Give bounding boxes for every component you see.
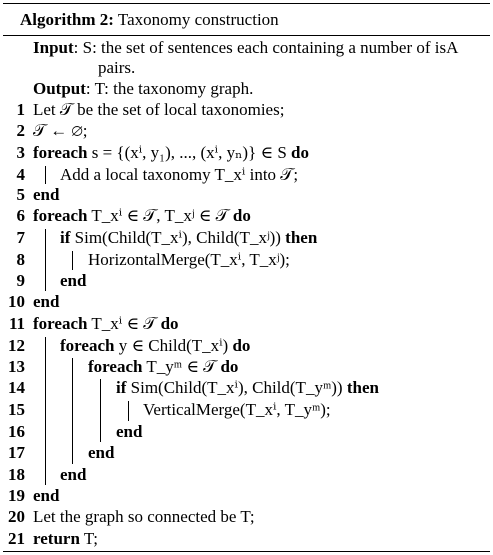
line-number: 17 [8,443,25,462]
caption-title: Taxonomy construction [117,10,279,29]
keyword: end [116,422,143,441]
line-body [33,205,251,227]
line-number: 20 [8,507,25,526]
line-text: s = {(xⁱ, y₁), ..., (xⁱ, yₙ)} ∈ S [87,143,292,162]
keyword: do [160,314,179,333]
caption-label: Algorithm 2: [20,10,114,29]
keyword: foreach [33,206,88,225]
line-text: Let the graph so connected be T; [33,507,255,526]
line-body [33,291,59,313]
keyword: end [88,443,115,462]
keyword: do [232,206,251,225]
keyword: foreach [33,314,88,333]
input-line [33,38,458,58]
line-text: Let 𝒯 be the set of local taxonomies; [33,100,285,119]
caption-rule [3,35,490,36]
line-number: 16 [8,422,25,441]
input-text: : S: the set of sentences each containing a number of isA [73,38,459,57]
line-text: T_yᵐ ∈ 𝒯 [142,357,221,376]
line-number: 8 [16,250,25,269]
line-text: T_xⁱ ∈ 𝒯, T_xʲ ∈ 𝒯 [87,206,233,225]
line-text: T_xⁱ ∈ 𝒯 [87,314,161,333]
line-body [60,335,250,357]
line-number: 6 [16,206,25,225]
line-body [88,442,114,464]
line-body [60,270,86,292]
line-text: y ∈ Child(T_xⁱ) [114,336,233,355]
line-number: 2 [16,121,25,140]
line-text: Sim(Child(T_xⁱ), Child(T_xʲ)) [70,228,286,247]
block-bar [45,337,46,485]
line-body [33,313,179,335]
line-body [33,120,88,142]
output-label: Output [33,79,86,98]
keyword: do [220,357,239,376]
output-text: : T: the taxonomy graph. [85,79,254,98]
line-number: 12 [8,336,25,355]
keyword: if [60,228,71,247]
line-body [116,421,142,443]
keyword: end [33,185,60,204]
line-number: 15 [8,400,25,419]
line-text: 𝒯 ← ∅; [33,121,88,140]
keyword: end [33,486,60,505]
line-text: T; [79,529,99,548]
line-number: 1 [16,100,25,119]
keyword: end [33,292,60,311]
line-number: 14 [8,378,25,397]
line-number: 9 [16,271,25,290]
line-number: 7 [16,228,25,247]
algorithm-caption [20,10,279,30]
line-number: 13 [8,357,25,376]
line-text: VerticalMerge(T_xⁱ, T_yᵐ); [143,400,331,419]
line-number: 10 [8,292,25,311]
line-body [116,377,379,399]
line-number: 4 [16,165,25,184]
keyword: do [291,143,309,162]
keyword: foreach [88,357,143,376]
keyword: foreach [60,336,115,355]
keyword: do [232,336,251,355]
line-text: Sim(Child(T_xⁱ), Child(T_yᵐ)) [126,378,347,397]
line-body [33,142,309,164]
line-body [33,506,255,528]
line-number: 5 [16,185,25,204]
output-line [33,79,253,99]
block-bar [45,229,46,291]
keyword: end [60,465,87,484]
line-body [60,164,298,186]
line-body [143,399,331,421]
line-body [33,528,98,550]
line-number: 19 [8,486,25,505]
line-body [33,485,59,507]
input-continuation: pairs. [98,58,136,77]
keyword: then [285,228,318,247]
block-bar [100,379,101,442]
block-bar [72,358,73,464]
block-bar [128,401,129,421]
line-body [88,356,238,378]
block-bar [72,251,73,270]
keyword: end [60,271,87,290]
line-text: HorizontalMerge(T_xⁱ, T_xʲ); [88,250,290,269]
line-number: 3 [16,143,25,162]
line-body [33,184,59,206]
keyword: then [346,378,379,397]
line-body [88,249,290,271]
input-label: Input [33,38,74,57]
line-text: Add a local taxonomy T_xⁱ into 𝒯; [60,165,299,184]
keyword: return [33,529,80,548]
line-body [60,227,317,249]
keyword: foreach [33,143,88,162]
block-bar [45,166,46,184]
line-number: 18 [8,465,25,484]
line-number: 21 [8,529,25,548]
keyword: if [116,378,127,397]
line-number: 11 [8,314,25,333]
line-body [33,99,284,121]
line-body [60,464,86,486]
